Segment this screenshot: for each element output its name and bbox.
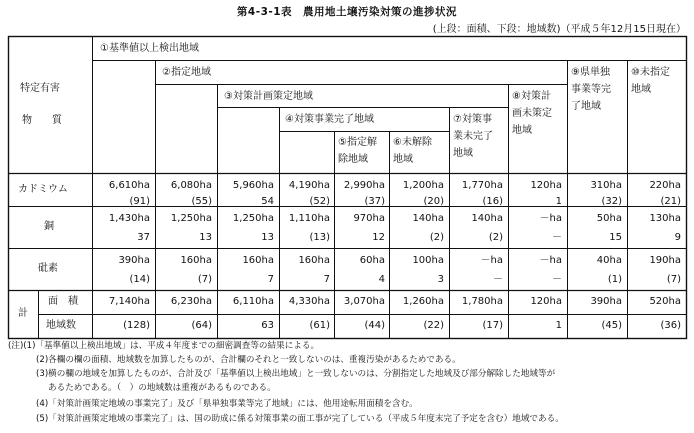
row-label-cadmium: カドミウム (18, 184, 68, 195)
note-3: (3)横の欄の地域を加算したものが、合計及び「基準値以上検出地域」と一致しないのは、分割指定した地域及び部分解除した地域等が (36, 369, 556, 379)
cell-arsenic-count-5: 4 (378, 274, 385, 285)
cell-arsenic-count-10: (7) (666, 274, 681, 285)
cell-cadmium-count-4: (52) (309, 196, 330, 207)
total-count-label: 地域数 (46, 320, 76, 331)
cell-copper-count-8: － (552, 232, 562, 243)
header-pollutant: 特定有害 (20, 83, 60, 94)
cell-total-count-9: (45) (601, 320, 622, 331)
cell-total-area-3: 6,110ha (232, 296, 274, 307)
cell-arsenic-area-8: －ha (539, 255, 562, 266)
cell-arsenic-count-2: (7) (197, 274, 212, 285)
table-title: 第4-3-1表 農用地土壌汚染対策の進捗状況 (236, 6, 458, 18)
cell-copper-area-8: －ha (539, 213, 562, 224)
cell-copper-count-6: (2) (429, 232, 444, 243)
cell-arsenic-area-9: 40ha (596, 255, 622, 266)
cell-cadmium-count-10: (21) (660, 196, 681, 207)
note-2: (2)各欄の欄の面積、地域数を加算したものが、合計欄のそれと一致しないのは、重複汚染があるためである。 (36, 355, 461, 365)
cell-cadmium-area-1: 6,610ha (108, 180, 150, 191)
cell-copper-count-2: 13 (199, 232, 212, 243)
cell-total-area-9: 390ha (590, 296, 622, 307)
cell-cadmium-count-9: (32) (601, 196, 622, 207)
cell-arsenic-area-6: 100ha (412, 255, 444, 266)
table-subtitle: (上段：面積、下段：地域数)（平成５年12月15日現在） (432, 24, 686, 35)
header-prefecture-1: ⑨県単独 (571, 67, 610, 78)
cell-cadmium-count-1: (91) (129, 196, 150, 207)
header-unreleased-2: 地域 (393, 154, 413, 165)
header-completed-area: ④対策事業完了地域 (285, 114, 374, 125)
cell-copper-count-9: 15 (609, 232, 622, 243)
row-label-total: 計 (18, 308, 28, 319)
cell-total-count-2: (64) (191, 320, 212, 331)
cell-cadmium-count-7: (16) (482, 196, 503, 207)
cell-copper-count-10: 9 (674, 232, 681, 243)
header-plan-area: ③対策計画策定地域 (224, 91, 313, 102)
total-area-label: 面 積 (48, 296, 78, 307)
cell-copper-count-3: 13 (261, 232, 274, 243)
cell-total-count-5: (44) (364, 320, 385, 331)
cell-copper-area-1: 1,430ha (108, 213, 150, 224)
header-designated-area: ②指定地域 (162, 67, 211, 78)
cell-cadmium-count-6: (20) (423, 196, 444, 207)
cell-cadmium-area-7: 1,770ha (461, 180, 503, 191)
header-prefecture-2: 事業等完 (571, 84, 611, 95)
cell-total-count-4: (61) (309, 320, 330, 331)
cell-arsenic-area-10: 190ha (649, 255, 681, 266)
cell-arsenic-area-1: 390ha (118, 255, 150, 266)
cell-arsenic-count-1: (14) (129, 274, 150, 285)
cell-copper-count-4: (13) (309, 232, 330, 243)
cell-arsenic-count-4: 7 (323, 274, 330, 285)
cell-arsenic-count-8: － (552, 274, 562, 285)
cell-cadmium-area-4: 4,190ha (288, 180, 330, 191)
header-released-2: 除地域 (338, 154, 368, 165)
header-undesignated-2: 地域 (631, 84, 651, 95)
cell-cadmium-area-2: 6,080ha (170, 180, 212, 191)
header-incomplete-1: ⑦対策事 (453, 114, 492, 125)
cell-cadmium-count-5: (37) (364, 196, 385, 207)
header-released-1: ⑤指定解 (338, 137, 377, 148)
header-pollutant-2: 物 質 (22, 115, 62, 126)
cell-arsenic-count-3: 7 (267, 274, 274, 285)
cell-total-count-10: (36) (660, 320, 681, 331)
cell-arsenic-area-2: 160ha (180, 255, 212, 266)
cell-arsenic-area-5: 60ha (359, 255, 385, 266)
cell-total-count-3: 63 (261, 320, 274, 331)
cell-cadmium-area-3: 5,960ha (232, 180, 274, 191)
cell-copper-area-2: 1,250ha (170, 213, 212, 224)
cell-total-area-4: 4,330ha (288, 296, 330, 307)
cell-arsenic-count-9: (1) (607, 274, 622, 285)
cell-copper-area-3: 1,250ha (232, 213, 274, 224)
header-unplanned-2: 画未策定 (512, 108, 552, 119)
header-undesignated-1: ⑩未指定 (631, 67, 670, 78)
cell-arsenic-area-7: －ha (480, 255, 503, 266)
cell-total-area-1: 7,140ha (108, 296, 150, 307)
cell-cadmium-area-6: 1,200ha (402, 180, 444, 191)
cell-copper-area-6: 140ha (412, 213, 444, 224)
cell-total-count-1: (128) (123, 320, 150, 331)
cell-arsenic-area-3: 160ha (242, 255, 274, 266)
cell-total-area-5: 3,070ha (343, 296, 385, 307)
cell-copper-area-9: 50ha (596, 213, 622, 224)
header-unplanned-1: ⑧対策計 (512, 91, 551, 102)
cell-copper-area-10: 130ha (649, 213, 681, 224)
cell-cadmium-area-8: 120ha (530, 180, 562, 191)
cell-total-area-2: 6,230ha (170, 296, 212, 307)
row-label-copper: 銅 (44, 221, 54, 232)
note-5: (5)「対策計画策定地域の事業完了」は、国の助成に係る対策事業の面工事が完了している（平成５年度末完了予定を含む）地域である。 (36, 414, 564, 424)
cell-copper-area-7: 140ha (471, 213, 503, 224)
cell-total-count-6: (22) (423, 320, 444, 331)
cell-total-area-8: 120ha (530, 296, 562, 307)
cell-cadmium-count-2: (55) (191, 196, 212, 207)
note-3-cont: あるためである。（ ）の地域数は重複があるものである。 (48, 383, 276, 393)
cell-copper-count-5: 12 (372, 232, 385, 243)
header-unreleased-1: ⑥未解除 (393, 137, 432, 148)
cell-arsenic-area-4: 160ha (298, 255, 330, 266)
header-prefecture-3: 了地域 (571, 101, 601, 112)
note-1: (注)(1)「基準値以上検出地域」は、平成４年度までの細密調査等の結果による。 (8, 341, 320, 351)
note-4: (4)「対策計画策定地域の事業完了」及び「県単独事業等完了地域」には、他用途転用面積を含む。 (36, 399, 418, 409)
cell-cadmium-area-9: 310ha (590, 180, 622, 191)
cell-cadmium-area-10: 220ha (649, 180, 681, 191)
cell-total-count-7: (17) (482, 320, 503, 331)
header-detected-area: ①基準値以上検出地域 (100, 43, 199, 54)
cell-total-count-8: 1 (555, 320, 562, 331)
cell-cadmium-area-5: 2,990ha (343, 180, 385, 191)
header-incomplete-2: 業未完了 (453, 131, 493, 142)
cell-total-area-10: 520ha (649, 296, 681, 307)
cell-copper-count-7: (2) (488, 232, 503, 243)
header-unplanned-3: 地域 (512, 125, 532, 136)
cell-arsenic-count-6: 3 (437, 274, 444, 285)
cell-copper-area-4: 1,110ha (288, 213, 330, 224)
cell-total-area-7: 1,780ha (461, 296, 503, 307)
cell-arsenic-count-7: － (493, 274, 503, 285)
cell-copper-count-1: 37 (137, 232, 150, 243)
cell-copper-area-5: 970ha (353, 213, 385, 224)
cell-total-area-6: 1,260ha (402, 296, 444, 307)
cell-cadmium-count-8: 1 (555, 196, 562, 207)
cell-cadmium-count-3: 54 (261, 196, 274, 207)
row-label-arsenic: 砒素 (38, 263, 58, 274)
header-incomplete-3: 地域 (453, 148, 473, 159)
